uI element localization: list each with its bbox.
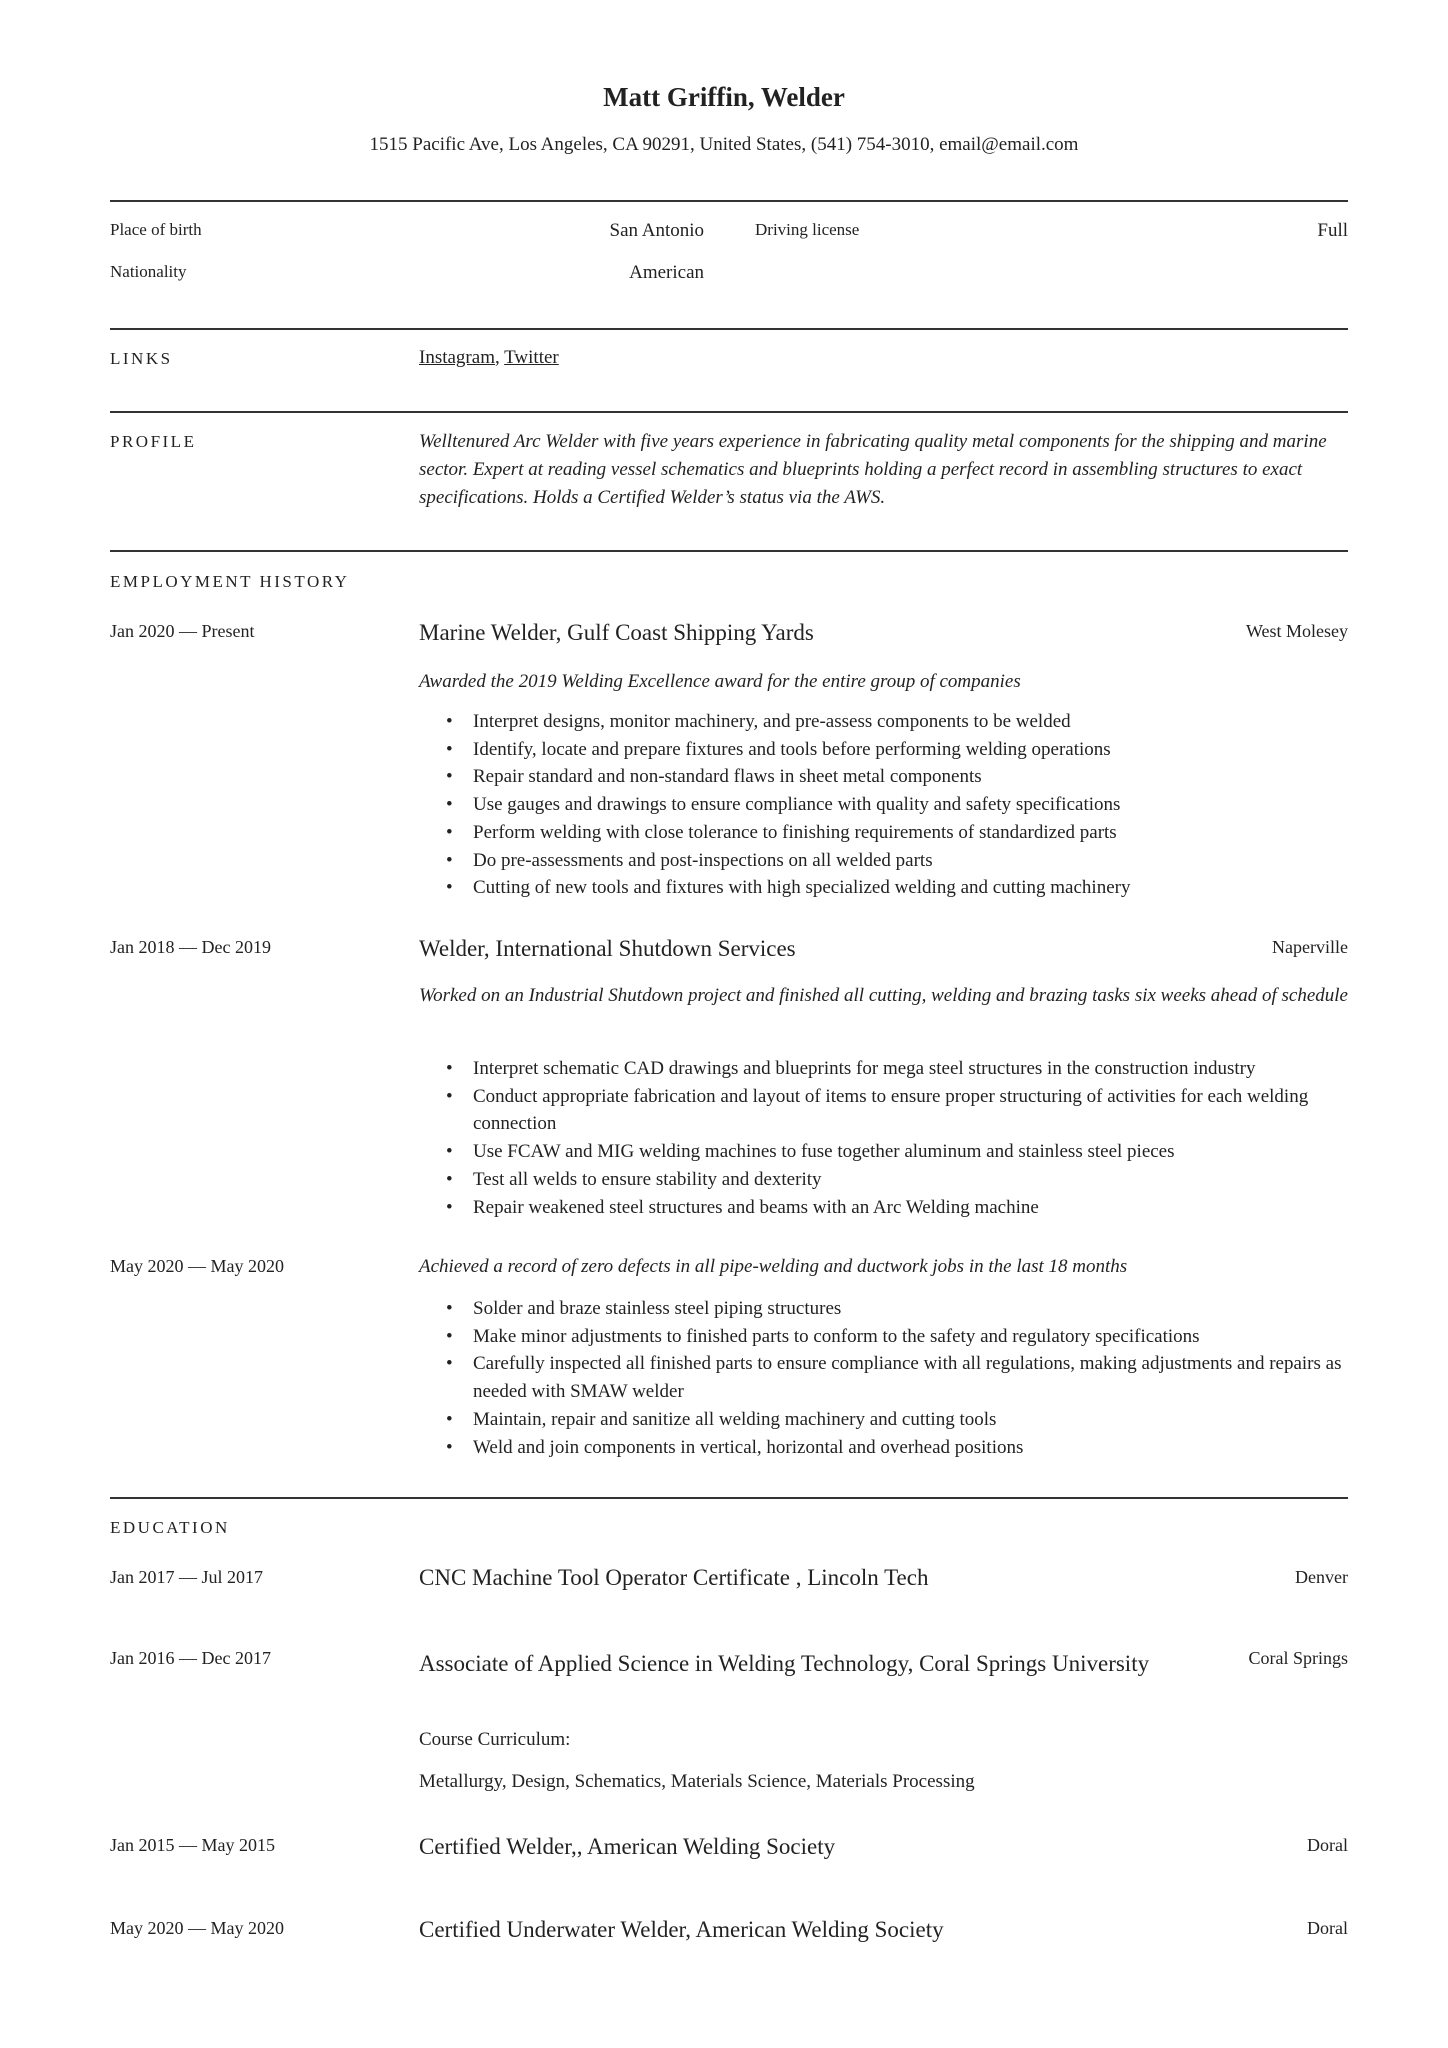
driving-license-value: Full [1317, 220, 1348, 241]
education-dates: Jan 2016 — Dec 2017 [110, 1648, 271, 1668]
list-item: • Carefully inspected all finished parts to ensure compliance with all regulations, making adjustments and repairs as needed with SMAW welder [419, 1350, 1348, 1405]
profile-text: Welltenured Arc Welder with five years experience in fabricating quality metal components for the shipping and marine sector. Expert at reading vessel schematics and blueprints holding a perfect record in assembling structures to exact specifications. Holds a Certified Welder’s status via the AWS. [419, 431, 1327, 508]
divider [110, 411, 1348, 413]
divider [110, 550, 1348, 552]
list-item: • Test all welds to ensure stability and dexterity [419, 1166, 1348, 1194]
education-dates: May 2020 — May 2020 [110, 1918, 284, 1938]
job-title: Marine Welder, Gulf Coast Shipping Yards [419, 620, 814, 645]
divider [110, 328, 1348, 330]
education-location: Doral [1307, 1835, 1348, 1855]
list-item: • Interpret schematic CAD drawings and blueprints for mega steel structures in the construction industry [419, 1055, 1348, 1083]
job-bullets [419, 1055, 1348, 1221]
education-dates: Jan 2015 — May 2015 [110, 1835, 275, 1855]
education-location: Denver [1295, 1567, 1348, 1587]
education-heading: EDUCATION [110, 1518, 230, 1537]
job-bullets [419, 1295, 1348, 1461]
link-separator: , [494, 347, 500, 368]
job-location: Naperville [1272, 937, 1348, 957]
profile-heading: PROFILE [110, 432, 197, 451]
nationality-value: American [629, 262, 704, 283]
place-of-birth-value: San Antonio [609, 220, 704, 241]
list-item: • Identify, locate and prepare fixtures and tools before performing welding operations [419, 736, 1348, 764]
list-item: • Perform welding with close tolerance to finishing requirements of standardized parts [419, 819, 1348, 847]
curriculum-label: Course Curriculum: [419, 1729, 571, 1750]
job-dates: May 2020 — May 2020 [110, 1256, 284, 1276]
education-title: Certified Welder,, American Welding Society [419, 1834, 836, 1859]
instagram-link[interactable]: Instagram [419, 347, 495, 368]
education-title: CNC Machine Tool Operator Certificate , Lincoln Tech [419, 1565, 929, 1590]
job-bullets [419, 708, 1348, 902]
list-item: • Interpret designs, monitor machinery, and pre-assess components to be welded [419, 708, 1348, 736]
education-title: Associate of Applied Science in Welding Technology, Coral Springs University [419, 1651, 1150, 1676]
job-location: West Molesey [1245, 621, 1348, 641]
divider [110, 200, 1348, 202]
job-title: Welder, International Shutdown Services [419, 936, 796, 961]
job-summary: Awarded the 2019 Welding Excellence award for the entire group of companies [419, 671, 1021, 692]
list-item: • Solder and braze stainless steel piping structures [419, 1295, 1348, 1323]
education-location: Doral [1307, 1918, 1348, 1938]
job-summary: Achieved a record of zero defects in all pipe-welding and ductwork jobs in the last 18 months [419, 1256, 1128, 1277]
education-title: Certified Underwater Welder, American Welding Society [419, 1917, 944, 1942]
education-dates: Jan 2017 — Jul 2017 [110, 1567, 263, 1587]
list-item: • Repair standard and non-standard flaws in sheet metal components [419, 763, 1348, 791]
links-list [419, 347, 559, 369]
twitter-link[interactable]: Twitter [504, 347, 559, 368]
education-location: Coral Springs [1248, 1648, 1348, 1668]
contact-line: 1515 Pacific Ave, Los Angeles, CA 90291, United States, (541) 754-3010, email@email.com [369, 134, 1079, 155]
job-dates: Jan 2020 — Present [110, 621, 255, 641]
job-summary: Worked on an Industrial Shutdown project and finished all cutting, welding and brazing tasks six weeks ahead of schedule [419, 985, 1348, 1006]
divider [110, 1497, 1348, 1499]
list-item: • Conduct appropriate fabrication and layout of items to ensure proper structuring of activities for each welding connection [419, 1083, 1348, 1138]
list-item: • Maintain, repair and sanitize all welding machinery and cutting tools [419, 1406, 1348, 1434]
nationality-label: Nationality [110, 262, 187, 281]
employment-heading: EMPLOYMENT HISTORY [110, 572, 350, 591]
list-item: • Weld and join components in vertical, horizontal and overhead positions [419, 1434, 1348, 1462]
list-item: • Use FCAW and MIG welding machines to fuse together aluminum and stainless steel pieces [419, 1138, 1348, 1166]
resume-name: Matt Griffin, Welder [603, 82, 845, 112]
list-item: • Cutting of new tools and fixtures with high specialized welding and cutting machinery [419, 874, 1348, 902]
curriculum-text: Metallurgy, Design, Schematics, Materials Science, Materials Processing [419, 1771, 975, 1792]
place-of-birth-label: Place of birth [110, 220, 202, 239]
job-dates: Jan 2018 — Dec 2019 [110, 937, 271, 957]
list-item: • Do pre-assessments and post-inspections on all welded parts [419, 847, 1348, 875]
driving-license-label: Driving license [755, 220, 860, 239]
links-heading: LINKS [110, 349, 173, 368]
list-item: • Make minor adjustments to finished parts to conform to the safety and regulatory specifications [419, 1323, 1348, 1351]
list-item: • Repair weakened steel structures and beams with an Arc Welding machine [419, 1194, 1348, 1222]
list-item: • Use gauges and drawings to ensure compliance with quality and safety specifications [419, 791, 1348, 819]
